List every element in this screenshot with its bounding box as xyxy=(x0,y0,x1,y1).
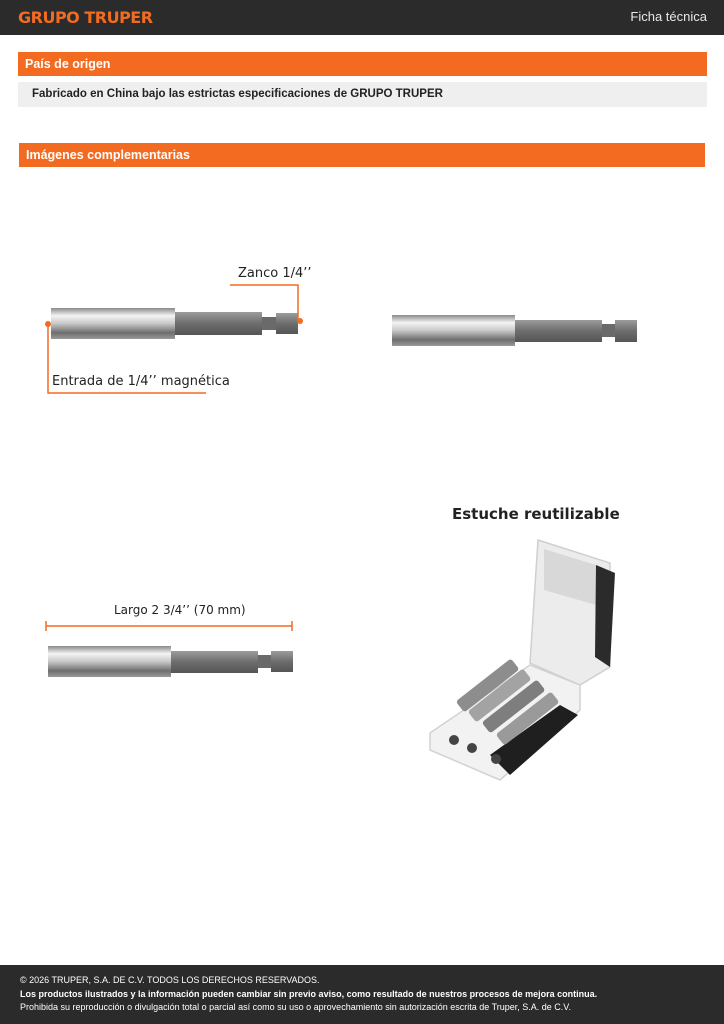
images-section-title: Imágenes complementarias xyxy=(19,143,705,167)
footer-copyright: © 2026 TRUPER, S.A. DE C.V. TODOS LOS DERECHOS RESERVADOS. xyxy=(20,975,320,985)
document-type: Ficha técnica xyxy=(630,9,707,24)
length-label xyxy=(114,603,246,617)
brand-logo: GRUPO TRUPER xyxy=(18,8,153,27)
length-inches: Largo 2 3/4’’ xyxy=(114,603,190,617)
bit-holder-length-image xyxy=(44,620,299,680)
magnetic-input-label: Entrada de 1/4’’ magnética xyxy=(52,374,230,389)
origin-text: Fabricado en China bajo las estrictas especificaciones de GRUPO TRUPER xyxy=(18,82,707,107)
length-mm: (70 mm) xyxy=(193,603,246,617)
header-bar xyxy=(0,0,724,35)
origin-section-title: País de origen xyxy=(18,52,707,76)
footer-notice: Los productos ilustrados y la información pueden cambiar sin previo aviso, como resultado de nuestros procesos de mejora continua. xyxy=(20,988,598,999)
footer-legal: Prohibida su reproducción o divulgación total o parcial así como su uso o aprovechamiento sin autorización escrita de Truper, S.A. de C.V. xyxy=(20,1002,571,1012)
footer xyxy=(0,965,724,1024)
bit-holder-image xyxy=(390,312,640,352)
reusable-case-image xyxy=(420,535,620,785)
shank-label: Zanco 1/4’’ xyxy=(238,266,312,281)
case-label: Estuche reutilizable xyxy=(452,505,620,523)
